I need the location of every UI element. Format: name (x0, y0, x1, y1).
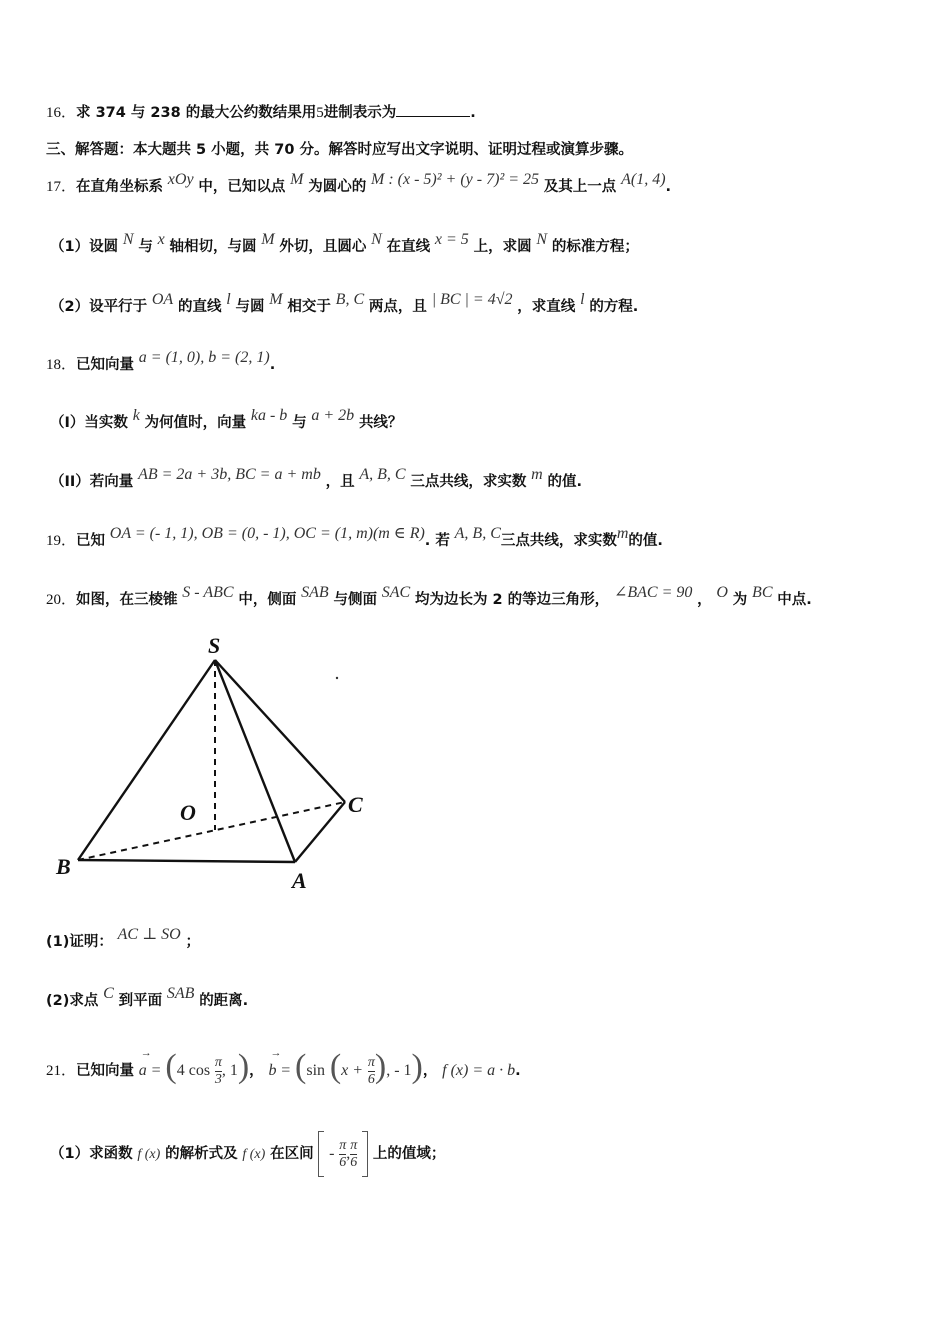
text: 在区间 (270, 1146, 314, 1162)
vector-arrow-icon: → (270, 1047, 282, 1059)
math-M: M (261, 231, 275, 248)
math-line-eq: x = 5 (434, 231, 469, 248)
math-vector-a (138, 1046, 152, 1096)
text: 两点，且 (368, 299, 427, 315)
math-k: k (132, 407, 140, 424)
math-vector-1: ka - b (250, 407, 288, 424)
part-label: (2)求点 (46, 993, 99, 1009)
left-paren: ( (295, 1048, 307, 1085)
text: 的方程. (589, 299, 639, 315)
math-equals: = (281, 1062, 291, 1079)
label-C: C (348, 792, 363, 817)
math-tail: , - 1 (386, 1062, 412, 1079)
math-perpendicular: AC ⊥ SO (117, 926, 181, 943)
text: 为 (732, 592, 748, 608)
text: 已知向量 (76, 357, 135, 373)
math-SAB: SAB (166, 985, 195, 1002)
q20-part2 (46, 985, 249, 1011)
q17-text: 为圆心的 (308, 179, 367, 195)
text: ，且 (325, 474, 355, 490)
frac-num: π (367, 1054, 375, 1070)
fraction-pi-6 (368, 1055, 375, 1088)
text: 与侧面 (333, 592, 377, 608)
part-label: （II）若向量 (50, 474, 134, 490)
q16-end: . (470, 105, 476, 121)
text: ， (249, 1063, 264, 1079)
math-points: A, B, C (454, 525, 501, 542)
math-4cos: 4 cos (176, 1062, 211, 1079)
frac-num: π (339, 1137, 347, 1153)
left-bracket (318, 1131, 324, 1177)
q16-text-b: 进制表示为 (323, 105, 397, 121)
frac-den: 6 (367, 1071, 375, 1087)
math-vector-2: a + 2b (311, 407, 355, 424)
math-C: C (103, 985, 114, 1002)
text: 中，侧面 (238, 592, 297, 608)
text: 均为边长为 2 的等边三角形， (414, 592, 610, 608)
math-SAB: SAB (301, 584, 329, 601)
math-comma: , (346, 1145, 351, 1162)
q16-text-a: 求 374 与 238 的最大公约数结果用 (76, 105, 317, 121)
frac-num: π (350, 1137, 358, 1153)
text: 轴相切，与圆 (169, 239, 257, 255)
math-OA: OA (151, 291, 174, 308)
right-paren: ) (374, 1048, 387, 1085)
math-angle: ∠BAC = 90 (613, 584, 693, 601)
fraction-pi-6 (350, 1138, 357, 1171)
q18-line (46, 349, 276, 375)
edge-BA (78, 860, 295, 862)
frac-den: 3 (214, 1071, 222, 1087)
label-S: S (208, 633, 221, 658)
q17-number: 17． (46, 179, 77, 195)
right-bracket (362, 1131, 368, 1177)
part-label: （2）设平行于 (50, 299, 148, 315)
part-label: （1）设圆 (50, 239, 119, 255)
q18-part2 (50, 466, 583, 492)
right-paren: ) (411, 1048, 423, 1085)
math-x: x (157, 231, 165, 248)
text: 三点共线，求实数 (410, 474, 527, 490)
section3-heading: 三、解答题：本大题共 5 小题，共 70 分。解答时应写出文字说明、证明过程或演算步骤。 (46, 142, 633, 158)
math-M: M (269, 291, 283, 308)
left-paren: ( (329, 1048, 342, 1085)
math-points: A, B, C (359, 466, 406, 483)
math-M: M (290, 171, 304, 188)
text: 已知向量 (76, 1063, 135, 1079)
q20-number: 20． (46, 592, 77, 608)
answer-blank (396, 102, 470, 117)
math-point-A: A(1, 4) (621, 171, 666, 188)
math-SAC: SAC (381, 584, 411, 601)
text: 的值. (547, 474, 583, 490)
q18-end: . (269, 357, 276, 373)
edge-SC (215, 660, 345, 802)
q17-part1 (50, 231, 639, 257)
q21-part1 (50, 1128, 445, 1180)
math-N: N (122, 231, 134, 248)
math-O: O (716, 584, 728, 601)
text: 的解析式及 (165, 1146, 238, 1162)
text: 与 (292, 415, 307, 431)
text: 与 (138, 239, 153, 255)
text: 已知 (76, 533, 106, 549)
math-N: N (536, 231, 548, 248)
q21-number: 21． (46, 1063, 77, 1079)
text: 外切，且圆心 (279, 239, 367, 255)
q21-line (46, 1045, 521, 1096)
math-vector-eq: OA = (- 1, 1), OB = (0, - 1), OC = (1, m)(m ∈ R) (109, 525, 425, 542)
frac-den: 6 (339, 1154, 347, 1170)
pyramid-figure (40, 625, 380, 900)
part-label: （I）当实数 (50, 415, 128, 431)
math-minus: - (329, 1145, 335, 1162)
q17-line (46, 171, 672, 197)
q19-number: 19． (46, 533, 77, 549)
text: 与圆 (235, 299, 265, 315)
math-f: f (x) (242, 1147, 266, 1162)
q17-end: . (665, 179, 672, 195)
q21-end: . (515, 1063, 521, 1079)
math-vector-b (268, 1046, 282, 1096)
q20-line (46, 584, 812, 610)
fraction-pi-3 (215, 1055, 222, 1088)
math-pyramid: S - ABC (182, 584, 234, 601)
text: 中点. (777, 592, 812, 608)
edge-SB (78, 660, 215, 860)
label-A: A (292, 868, 307, 893)
text: 的值. (628, 533, 663, 549)
math-a: a (138, 1062, 147, 1079)
part-label: （1）求函数 (50, 1146, 133, 1162)
q17-text: 中，已知以点 (198, 179, 286, 195)
q19-line (46, 525, 663, 551)
q16-line (46, 102, 476, 123)
q16-number: 16． (46, 105, 77, 121)
math-f-def: f (x) = a · b (442, 1062, 516, 1079)
q17-text: 及其上一点 (543, 179, 617, 195)
frac-num: π (214, 1054, 222, 1070)
text: 如图，在三棱锥 (76, 592, 178, 608)
q18-part1 (50, 407, 403, 433)
q17-text: 在直角坐标系 (76, 179, 164, 195)
text: ， (422, 1063, 438, 1079)
math-BC: BC (752, 584, 773, 601)
math-m: m (616, 525, 629, 542)
text: 到平面 (118, 993, 163, 1009)
part-label: (1)证明： (46, 934, 113, 950)
text: 共线？ (358, 415, 403, 431)
label-B: B (56, 854, 71, 879)
math-l: l (580, 291, 585, 308)
math-BC: B, C (335, 291, 365, 308)
math-BC-length: | BC | = 4√2 (431, 291, 513, 308)
q18-number: 18． (46, 357, 77, 373)
edge-AC (295, 802, 345, 862)
text: ，求直线 (517, 299, 576, 315)
math-xoy: xOy (167, 171, 194, 188)
math-m: m (531, 466, 543, 483)
edge-SA (215, 660, 295, 862)
q17-part2 (50, 291, 639, 317)
right-paren: ) (237, 1048, 250, 1085)
math-l: l (226, 291, 231, 308)
math-sin: sin (306, 1062, 326, 1079)
text: 为何值时，向量 (144, 415, 247, 431)
math-b: b (268, 1062, 277, 1079)
math-vectors: a = (1, 0), b = (2, 1) (138, 349, 270, 366)
text: 在直线 (386, 239, 431, 255)
frac-den: 6 (350, 1154, 358, 1170)
q16-base: 5 (316, 105, 324, 121)
math-circle-eq: M : (x - 5)² + (y - 7)² = 25 (371, 171, 540, 188)
text: 的标准方程； (551, 239, 639, 255)
math-f: f (x) (137, 1147, 161, 1162)
text: ； (185, 934, 200, 950)
label-O: O (180, 800, 196, 825)
math-equals: = (151, 1062, 161, 1079)
math-N: N (371, 231, 382, 248)
vector-arrow-icon: → (140, 1047, 152, 1059)
text: 的距离. (199, 993, 249, 1009)
stray-dot (336, 677, 338, 679)
text: ， (697, 592, 712, 608)
q20-part1 (46, 926, 200, 952)
math-x-plus: x + (341, 1062, 364, 1079)
text: 三点共线，求实数 (500, 533, 617, 549)
math-tail: , 1 (221, 1062, 238, 1079)
math-vector-eq: AB = 2a + 3b, BC = a + mb (138, 466, 321, 483)
text: 上的值域； (372, 1146, 446, 1162)
text: 的直线 (177, 299, 222, 315)
left-paren: ( (165, 1048, 177, 1085)
text: 上，求圆 (473, 239, 532, 255)
text: . 若 (424, 533, 450, 549)
text: 相交于 (287, 299, 331, 315)
